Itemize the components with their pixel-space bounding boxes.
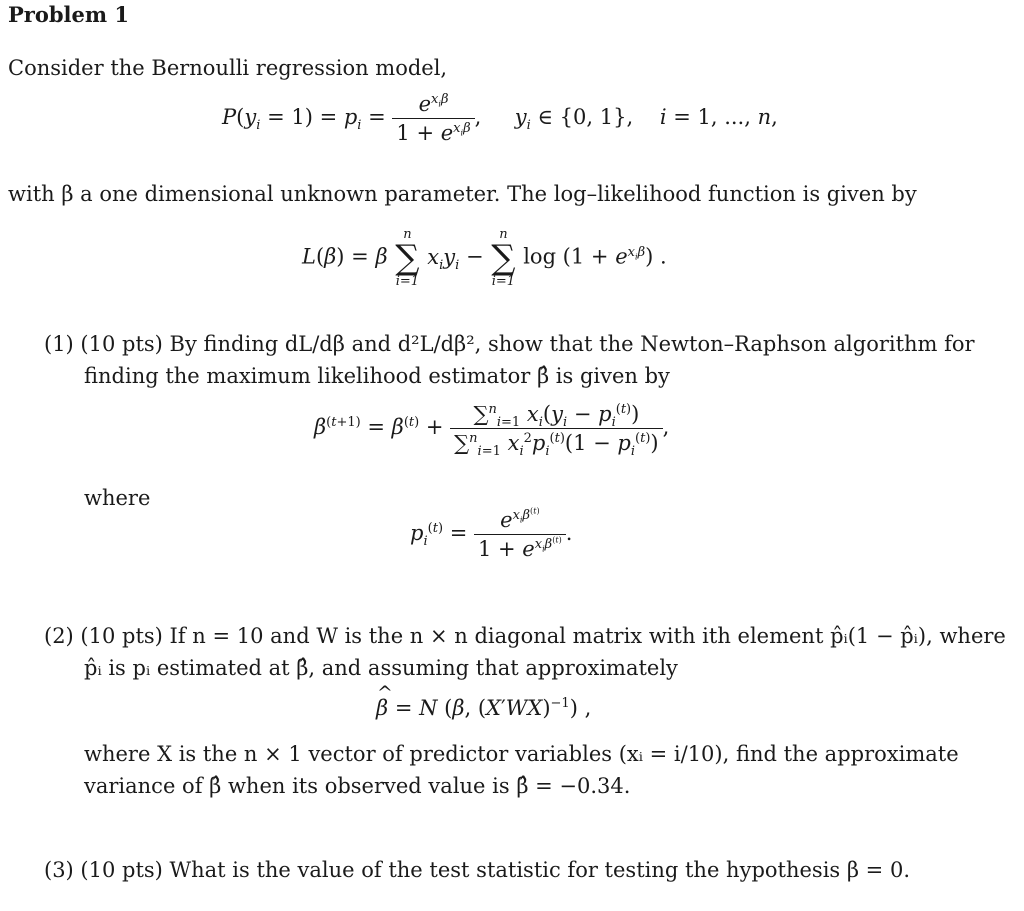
- part1-line2: finding the maximum likelihood estimator β̂ is given by: [84, 364, 670, 388]
- part2-line3: where X is the n × 1 vector of predictor variables (xᵢ = i/10), find the approximate: [84, 742, 959, 766]
- beta-description-text: with β a one dimensional unknown parameter. The log–likelihood function is given by: [8, 182, 917, 206]
- log-likelihood-equation: L(β) = β n ∑ i=1 $x_iy_i$ − n ∑ i=1 $\log (1 + e^{x_i\beta})$ .: [302, 227, 667, 289]
- bernoulli-model-equation: $P(y_i = 1) = p_i$ = $\frac{e^{x_i\beta}}{1 + e^{x_i\beta}}$ , $y_i$ ∈ {0, 1}, i = 1, ..., n,: [222, 92, 778, 145]
- part1-where: where: [84, 486, 151, 510]
- newton-raphson-equation: $\beta^{(t+1)} = \beta^{(t)}$ + $\frac{\sum^n_{i=1} x_i(y_i - p_i^{(t)})}{\sum^n_{i=1} x_i^2p_i^{(t)}(1 - p_i^{(t)})}$ ,: [314, 402, 670, 460]
- intro-text: Consider the Bernoulli regression model,: [8, 56, 448, 80]
- part2-line2: p̂ᵢ is pᵢ estimated at β̂, and assuming that approximately: [84, 656, 678, 680]
- part1-line1: (1) (10 pts) By finding dL/dβ and d²L/dβ², show that the Newton–Raphson algorithm for: [44, 332, 975, 356]
- asymptotic-normal-equation: ^ β = N (β, $(X'WX)^{-1}$) ,: [376, 696, 591, 720]
- part2-line1: (2) (10 pts) If n = 10 and W is the n × n diagonal matrix with ith element p̂ᵢ(1 − p̂ᵢ), where: [44, 624, 1006, 648]
- p-t-equation: $p_i^{(t)}$ = $\frac{e^{x_i\beta^{(t)}}}{1 + e^{x_i\beta^{(t)}}}$ .: [410, 506, 573, 561]
- problem-title: Problem 1: [8, 2, 130, 27]
- part2-line4: variance of β̂ when its observed value is β̂ = −0.34.: [84, 774, 631, 798]
- part3-line1: (3) (10 pts) What is the value of the test statistic for testing the hypothesis β = 0.: [44, 858, 910, 882]
